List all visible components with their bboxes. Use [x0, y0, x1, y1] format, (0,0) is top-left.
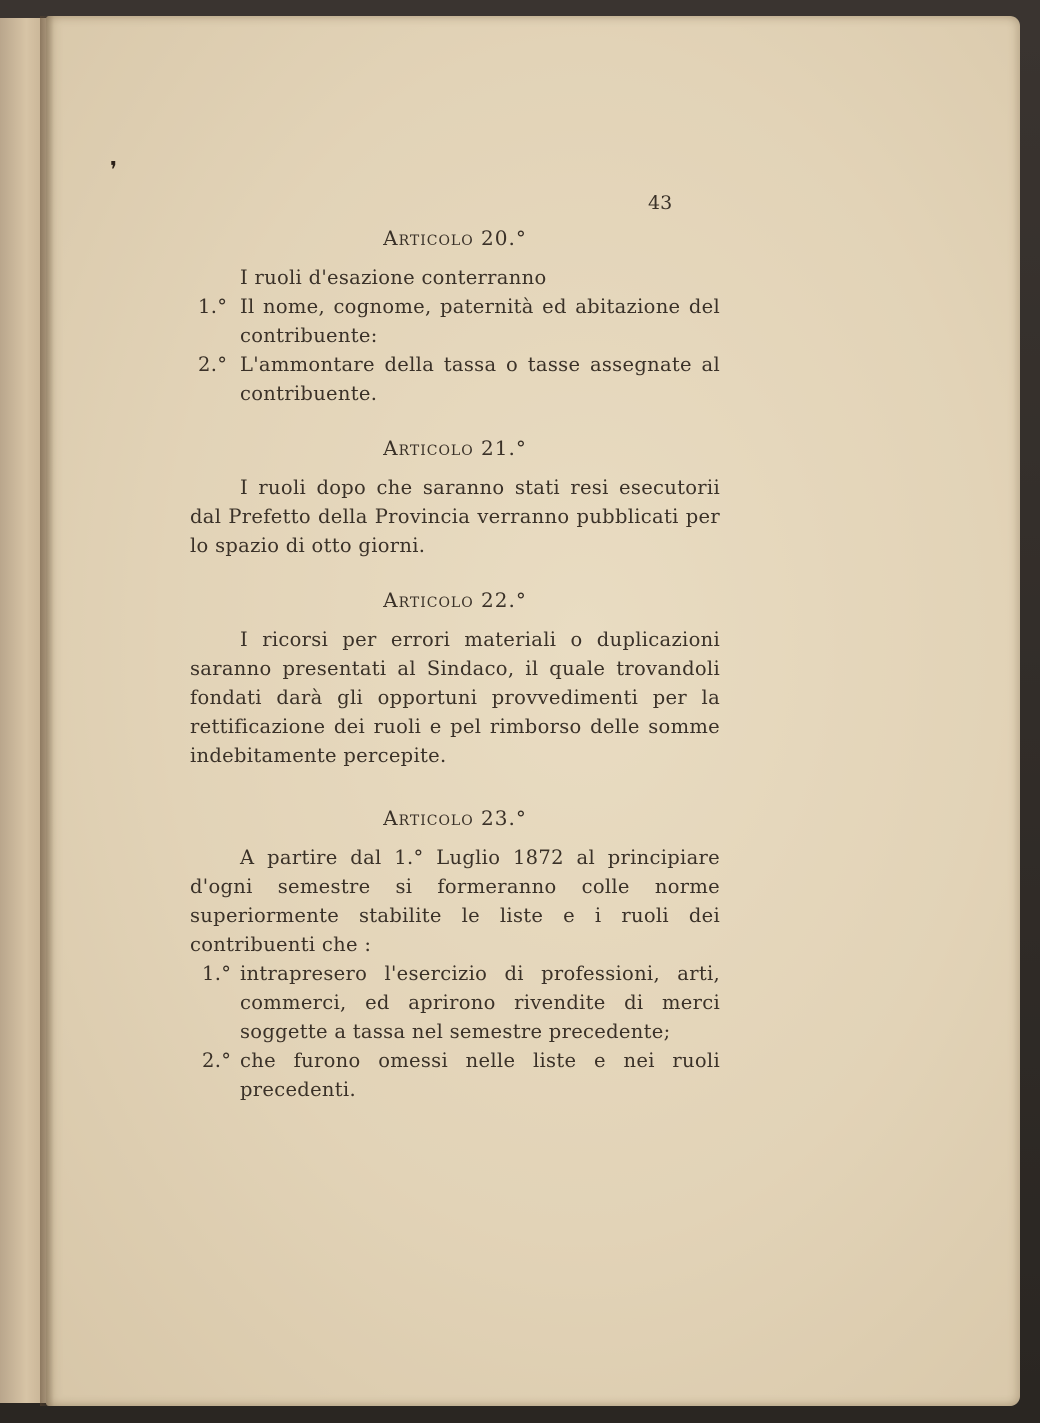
article-body: I ricorsi per errori materiali o duplicazioni saranno presentati al Sindaco, il quale trovandoli fondati darà gli opportuni provvedimenti per la rettificazione dei ruoli e pel rimborso delle somme indebitamente percepite.	[190, 628, 720, 767]
gutter-shadow	[40, 16, 54, 1406]
list-item	[190, 1046, 720, 1104]
article-21	[190, 434, 720, 560]
list-item-text: L'ammontare della tassa o tasse assegnate al contribuente.	[240, 353, 720, 405]
list-item-number: 1.°	[198, 295, 228, 318]
article-heading: Articolo 20.°	[383, 226, 527, 250]
list-item	[190, 350, 720, 408]
article-20	[190, 224, 720, 408]
page-number: 43	[648, 192, 673, 214]
article-body: A partire dal 1.° Luglio 1872 al principiare d'ogni semestre si formeranno colle norme superiormente stabilite le liste e i ruoli dei contribuenti che :	[190, 846, 720, 956]
list-item	[190, 959, 720, 1046]
list-item-text: che furono omessi nelle liste e nei ruoli precedenti.	[240, 1049, 720, 1101]
article-body: I ruoli dopo che saranno stati resi esecutorii dal Prefetto della Provincia verranno pubblicati per lo spazio di otto giorni.	[190, 476, 720, 557]
article-22	[190, 586, 720, 770]
article-23	[190, 804, 720, 1104]
article-intro: I ruoli d'esazione conterranno	[240, 266, 547, 289]
list-item-text: intrapresero l'esercizio di professioni, arti, commerci, ed aprirono rivendite di merci soggette a tassa nel semestre precedente;	[240, 962, 720, 1043]
list-item-text: Il nome, cognome, paternità ed abitazione del contribuente:	[240, 295, 720, 347]
list-item-number: 2.°	[198, 353, 228, 376]
page-text	[190, 190, 720, 1104]
list-item-number: 1.°	[202, 962, 232, 985]
list-item	[190, 292, 720, 350]
ink-speck: ❜	[110, 158, 118, 183]
article-heading: Articolo 22.°	[383, 588, 527, 612]
article-heading: Articolo 21.°	[383, 436, 527, 460]
list-item-number: 2.°	[202, 1049, 232, 1072]
article-heading: Articolo 23.°	[383, 806, 527, 830]
